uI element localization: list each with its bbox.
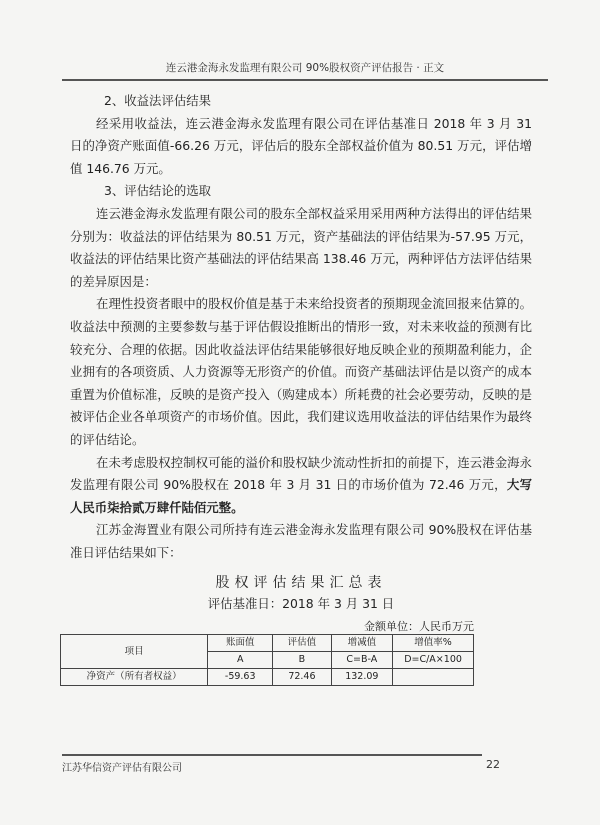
table-title: 股权评估结果汇总表 (215, 575, 387, 592)
row-change: 132.09 (331, 669, 393, 686)
amount-in-words: 大写人民币柒拾贰万肆仟陆佰元整。 (70, 477, 532, 515)
header-item: 项目 (61, 635, 208, 669)
conclusion-paragraph-3 (70, 452, 532, 520)
page-body (70, 90, 532, 686)
row-appraised-value: 72.46 (273, 669, 331, 686)
table-unit: 金额单位：人民币万元 (364, 620, 474, 634)
table-date: 评估基准日：2018 年 3 月 31 日 (207, 596, 395, 612)
income-method-paragraph: 经采用收益法，连云港金海永发监理有限公司在评估基准日 2018 年 3 月 31 日的净资产账面值-66.26 万元，评估后的股东全部权益价值为 80.51 万元，评估增值 146.76 万元。 (70, 115, 532, 176)
formula-a: A (208, 652, 273, 669)
formula-c: C=B-A (331, 652, 393, 669)
formula-b: B (273, 652, 331, 669)
income-method-heading: 2、收益法评估结果 (104, 93, 212, 108)
page-header: 连云港金海永发监理有限公司 90%股权资产评估报告 · 正文 (62, 60, 548, 81)
row-book-value: -59.63 (208, 669, 273, 686)
market-value-text: 在未考虑股权控制权可能的溢价和股权缺少流动性折扣的前提下，连云港金海永发监理有限公司 90%股权在 2018 年 3 月 31 日的市场价值为 72.46 万元， (70, 454, 532, 493)
conclusion-paragraph-4: 江苏金海置业有限公司所持有连云港金海永发监理有限公司 90%股权在评估基准日评估结果如下： (70, 522, 532, 560)
row-label: 净资产（所有者权益） (61, 669, 208, 686)
page-number: 22 (486, 758, 500, 771)
row-rate (393, 669, 474, 686)
header-book-value: 账面值 (208, 635, 273, 652)
conclusion-heading: 3、评估结论的选取 (104, 183, 212, 199)
header-rate: 增值率% (393, 635, 474, 652)
conclusion-paragraph-2: 在理性投资者眼中的股权价值是基于未来给投资者的预期现金流回报来估算的。收益法中预测的主要参数与基于评估假设推断出的情形一致，对未来收益的预测有比较充分、合理的依据。因此收益法评估结果能够很好地反映企业的预期盈利能力，企业拥有的各项资质、人力资源等无形资产的价值。而资产基础法评估是以资产的成本重置为价值标准，反映的是资产投入（购建成本）所耗费的社会必要劳动，反映的是被评估企业各单项资产的市场价值。因此，我们建议选用收益法的评估结果作为最终的评估结论。 (70, 296, 532, 447)
formula-d: D=C/A×100 (393, 652, 474, 669)
header-appraised-value: 评估值 (273, 635, 331, 652)
conclusion-paragraph-1: 连云港金海永发监理有限公司的股东全部权益采用采用两种方法得出的评估结果分别为：收益法的评估结果为 80.51 万元，资产基础法的评估结果为-57.95 万元，收益法的评估结果比资产基础法的评估结果高 138.46 万元，两种评估方法评估结果的差异原因是： (70, 205, 532, 289)
summary-table (60, 634, 474, 686)
table-row (61, 669, 474, 686)
table-header-row (61, 635, 474, 652)
header-change: 增减值 (331, 635, 393, 652)
page-footer-company: 江苏华信资产评估有限公司 (62, 754, 482, 774)
